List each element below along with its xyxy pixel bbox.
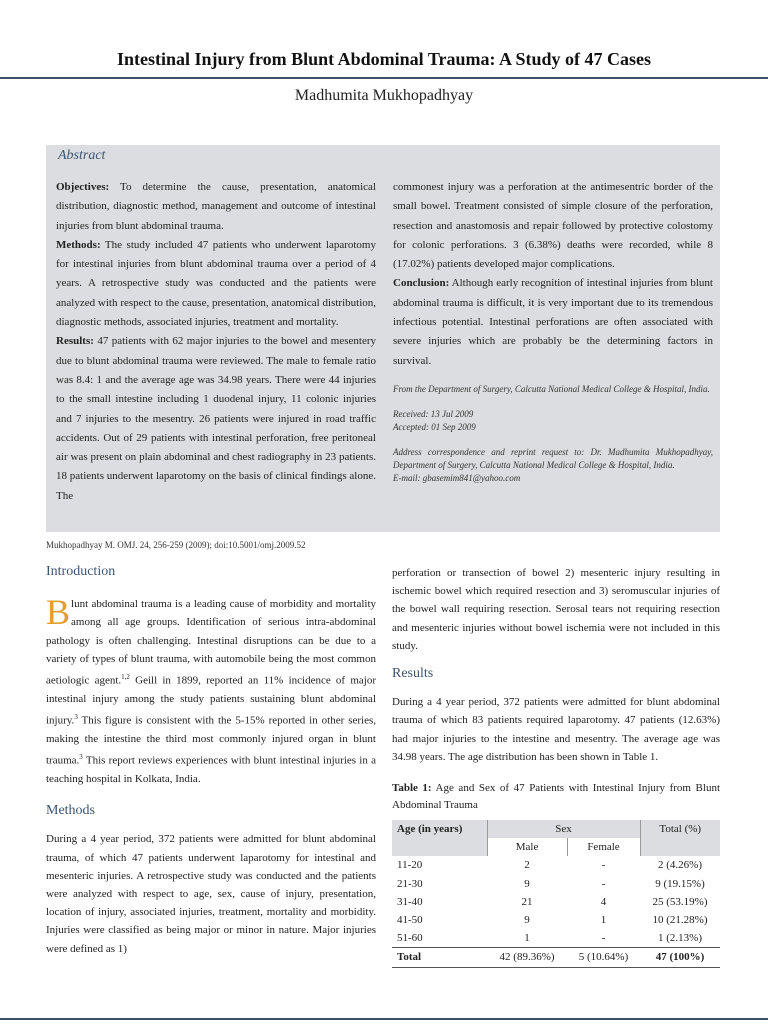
cell-male: 21 <box>521 895 533 908</box>
abstract-results <box>56 332 376 506</box>
ref-1-2: 1,2 <box>121 673 130 682</box>
cell-female: - <box>601 877 606 890</box>
intro-part-b: Geill in 1899, reported an 11% incidence of major intestinal injury among the study patients sustaining blunt abdominal injury. <box>46 674 376 727</box>
table-row <box>392 893 720 911</box>
abstract-results-cont: commonest injury was a perforation at the antimesentric border of the small bowel. Treatment consisted of simple closure of the perforation, resection and anastomosis and repair followed by protective colostomy for colonic perforations. 3 (6.38%) deaths were recorded, while 8 (17.02%) patients developed major complications. <box>393 181 713 271</box>
intro-part-c: This figure is consistent with the 5-15% reported in other series, making the intestine the third most commonly injured organ in blunt trauma. <box>46 714 376 767</box>
table-header-row <box>392 820 720 838</box>
cell-age: 51-60 <box>397 932 423 945</box>
ref-3a: 3 <box>74 713 78 722</box>
col-male-header: Male <box>487 838 567 856</box>
cell-total: 10 (21.28%) <box>652 914 708 927</box>
table-row <box>392 911 720 929</box>
abstract-objectives <box>56 178 376 236</box>
methods-text-cont: perforation or transection of bowel 2) mesenteric injury resulting in ischemic bowel which required resection and 3) seromuscular injuries of the bowel wall requiring resection. Serosal tears not requiring resection and mesenteric injuries without bowel ischemia were not included in this study. <box>392 567 720 652</box>
ref-3b: 3 <box>79 753 83 762</box>
cell-female: - <box>601 932 606 945</box>
intro-part-d: This report reviews experiences with blunt intestinal injuries in a teaching hospital in Kolkata, India. <box>46 754 376 785</box>
abstract-conclusion <box>393 274 713 370</box>
col-age-header: Age (in years) <box>397 823 463 836</box>
abstract-methods <box>56 236 376 332</box>
received-date: Received: 13 Jul 2009 <box>393 408 474 419</box>
abstract-label: Abstract <box>58 148 106 163</box>
introduction-text <box>46 592 376 788</box>
cell-male: 1 <box>524 932 530 945</box>
abstract-box <box>46 145 720 532</box>
methods-text: The study included 47 patients who underwent laparotomy for intestinal injuries from blunt abdominal trauma over a period of 4 years. A retrospective study was conducted and the patients were analyzed with respect to the cause, presentation, anatomical distribution, diagnostic methods, associated injuries, treatment and mortality. <box>56 238 376 329</box>
methods-heading: Methods <box>46 803 95 819</box>
col-total-header: Total (%) <box>640 820 720 838</box>
results-text: During a 4 year period, 372 patients were admitted for blunt abdominal trauma of which 83 patients required laparotomy. 47 patients (12.63%) had major injuries to the intestine and mesentry. The average age was 34.98 years. The age distribution has been shown in Table 1. <box>392 696 720 763</box>
cell-age: 11-20 <box>397 859 423 872</box>
table-caption-text: Age and Sex of 47 Patients with Intestinal Injury from Blunt Abdominal Trauma <box>392 782 720 812</box>
drop-cap: B <box>46 592 71 633</box>
methods-label: Methods: <box>56 238 101 251</box>
table-caption-label: Table 1: <box>392 782 432 795</box>
objectives-label: Objectives: <box>56 181 110 193</box>
results-heading: Results <box>392 666 434 682</box>
cell-total: 1 (2.13%) <box>658 932 702 945</box>
cell-total-label: Total <box>392 948 487 967</box>
footer-rule <box>0 1018 768 1020</box>
cell-total-all: 47 (100%) <box>640 948 720 967</box>
cell-total: 25 (53.19%) <box>652 895 708 908</box>
table-total-row <box>392 948 720 967</box>
cell-total-female: 5 (10.64%) <box>567 948 640 967</box>
objectives-text: To determine the cause, presentation, anatomical distribution, diagnostic method, management and outcome of intestinal injuries from blunt abdominal trauma. <box>56 181 376 232</box>
email: E-mail: gbasemim841@yahoo.com <box>393 472 521 483</box>
table-subheader-row <box>392 838 720 856</box>
conclusion-label: Conclusion: <box>393 277 450 290</box>
cell-female: 1 <box>600 914 607 927</box>
table-caption <box>392 780 720 814</box>
conclusion-text: Although early recognition of intestinal injuries from blunt abdominal trauma is difficult, it is very important due to its tremendous infectious potential. Intestinal perforations are often associated with severe injuries which are probably be the determining factors in survival. <box>393 277 713 367</box>
introduction-heading: Introduction <box>46 564 116 579</box>
correspondence: Address correspondence and reprint request to: Dr. Madhumita Mukhopadhyay, Department of Surgery, Calcutta National Medical College & Hospital, India. <box>393 446 713 470</box>
citation: Mukhopadhyay M. OMJ. 24, 256-259 (2009); doi:10.5001/omj.2009.52 <box>46 540 306 550</box>
cell-total-male: 42 (89.36%) <box>487 948 567 967</box>
cell-total: 9 (19.15%) <box>655 877 705 890</box>
abstract-left-column <box>56 178 376 506</box>
affiliation: From the Department of Surgery, Calcutta National Medical College & Hospital, India. <box>393 383 710 394</box>
cell-female: - <box>601 859 606 872</box>
cell-total: 2 (4.26%) <box>658 859 702 872</box>
table-row <box>392 856 720 874</box>
intro-part-a: lunt abdominal trauma is a leading cause of morbidity and mortality among all age groups. Identification of serious intra-abdominal pathology is often challenging. Intestinal disruptions can be due to a variety of types of blunt trauma, with automobile being the most common aetiologic agent. <box>46 598 376 687</box>
left-column <box>46 563 376 958</box>
col-female-header: Female <box>567 838 640 856</box>
cell-age: 41-50 <box>397 914 423 927</box>
right-column <box>392 564 720 968</box>
age-sex-table <box>392 820 720 968</box>
abstract-right-column <box>393 178 713 485</box>
header-rule <box>0 77 768 79</box>
cell-age: 21-30 <box>397 877 423 890</box>
accepted-date: Accepted: 01 Sep 2009 <box>393 421 476 432</box>
cell-male: 2 <box>524 859 530 872</box>
subheader-blank <box>392 838 487 856</box>
subheader-blank-total <box>640 838 720 856</box>
author-name: Madhumita Mukhopadhyay <box>294 87 474 104</box>
table-row <box>392 875 720 893</box>
col-sex-header: Sex <box>487 820 640 838</box>
paper-title: Intestinal Injury from Blunt Abdominal Trauma: A Study of 47 Cases <box>116 49 652 69</box>
methods-text: During a 4 year period, 372 patients were admitted for blunt abdominal trauma, of which 47 patients underwent laparotomy for intestinal and mesenteric injuries. A retrospective study was conducted and the patients were analyzed with respect to age, sex, cause of injury, presentation, location of injury, associated injuries, treatment, mortality and morbidity. Injuries were classified as being major or minor in nature. Major injuries were defined as 1) <box>46 833 376 955</box>
cell-male: 9 <box>524 877 530 890</box>
results-text: 47 patients with 62 major injuries to the bowel and mesentery due to blunt abdominal trauma were reviewed. The male to female ratio was 8.4: 1 and the average age was 34.98 years. There were 44 injuries to the small intestine including 1 duodenal injury, 11 colonic injuries and 7 injuries to the mesentry. 26 patients were injured in road traffic accidents. Out of 29 patients with intestinal perforation, free peritoneal air was present on plain abdominal and chest radiography in 23 patients. 18 patients underwent laparotomy on the basis of clinical findings alone. The <box>56 335 376 502</box>
cell-male: 9 <box>524 914 530 927</box>
cell-female: 4 <box>600 895 607 908</box>
table-row <box>392 929 720 948</box>
results-label: Results: <box>56 335 94 348</box>
cell-age: 31-40 <box>397 895 423 908</box>
